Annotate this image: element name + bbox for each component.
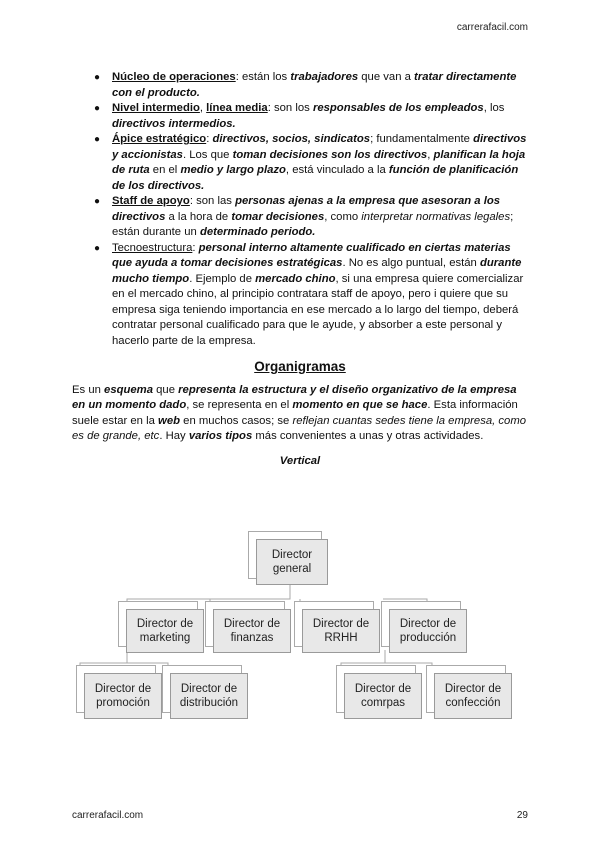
list-item: ● Tecnoestructura: personal interno altamente cualificado en ciertas materias que ayuda a tomar decisiones estratégicas. No es algo puntual, están durante mucho tiempo. Ejemplo de mercado chino, si una empresa quiere comercializar en el mercado chino, al principio contratara staff de apoyo, pero i quiere que su empresa siga teniendo importancia en ese mercado a lo largo del tiempo, deberá contratar personal cualificado para que le ayude, y absorber a este personal y hacerlo parte de la empresa. [94, 241, 524, 347]
node-general [256, 539, 328, 585]
node-label: Director de confección [434, 673, 512, 719]
node-label: Director de promoción [84, 673, 162, 719]
node-label: Director de distribución [170, 673, 248, 719]
subtitle: Vertical [279, 454, 321, 467]
header-site: carrerafacil.com [456, 22, 528, 33]
list-item: ● Nivel intermedio, línea media: son los responsables de los empleados, los directivos intermedios. [94, 102, 505, 130]
section-title: Organigramas [254, 359, 346, 374]
page-number: 29 [516, 810, 528, 821]
list-item: ● Núcleo de operaciones: están los trabajadores que van a tratar directamente con el producto. [94, 71, 517, 99]
node-label: Director de marketing [126, 609, 204, 653]
list-item: ● Staff de apoyo: son las personas ajenas a la empresa que asesoran a los directivos a la hora de tomar decisiones, como interpretar normativas legales; están durante un determinado periodo. [94, 195, 514, 238]
document-body [72, 70, 528, 469]
footer-site: carrerafacil.com [72, 810, 144, 821]
bullet-list [72, 70, 528, 349]
org-chart [60, 525, 530, 725]
list-item: ● Ápice estratégico: directivos, socios, sindicatos; fundamentalmente directivos y accionistas. Los que toman decisiones son los directivos, planifican la hoja de ruta en el medio y largo plazo, está vinculado a la función de planificación de los directivos. [94, 133, 527, 192]
node-label: Director de RRHH [302, 609, 380, 653]
paragraph: Es un esquema que representa la estructura y el diseño organizativo de la empresa en un momento dado, se representa en el momento en que se hace. Esta información suele estar en la web en muchos casos; se reflejan cuantas sedes tiene la empresa, como es de grande, etc. Hay varios tipos más convenientes a unas y otras actividades. [72, 383, 527, 442]
node-label: Director general [256, 539, 328, 585]
node-label: Director de comrpas [344, 673, 422, 719]
node-label: Director de producción [389, 609, 467, 653]
node-label: Director de finanzas [213, 609, 291, 653]
